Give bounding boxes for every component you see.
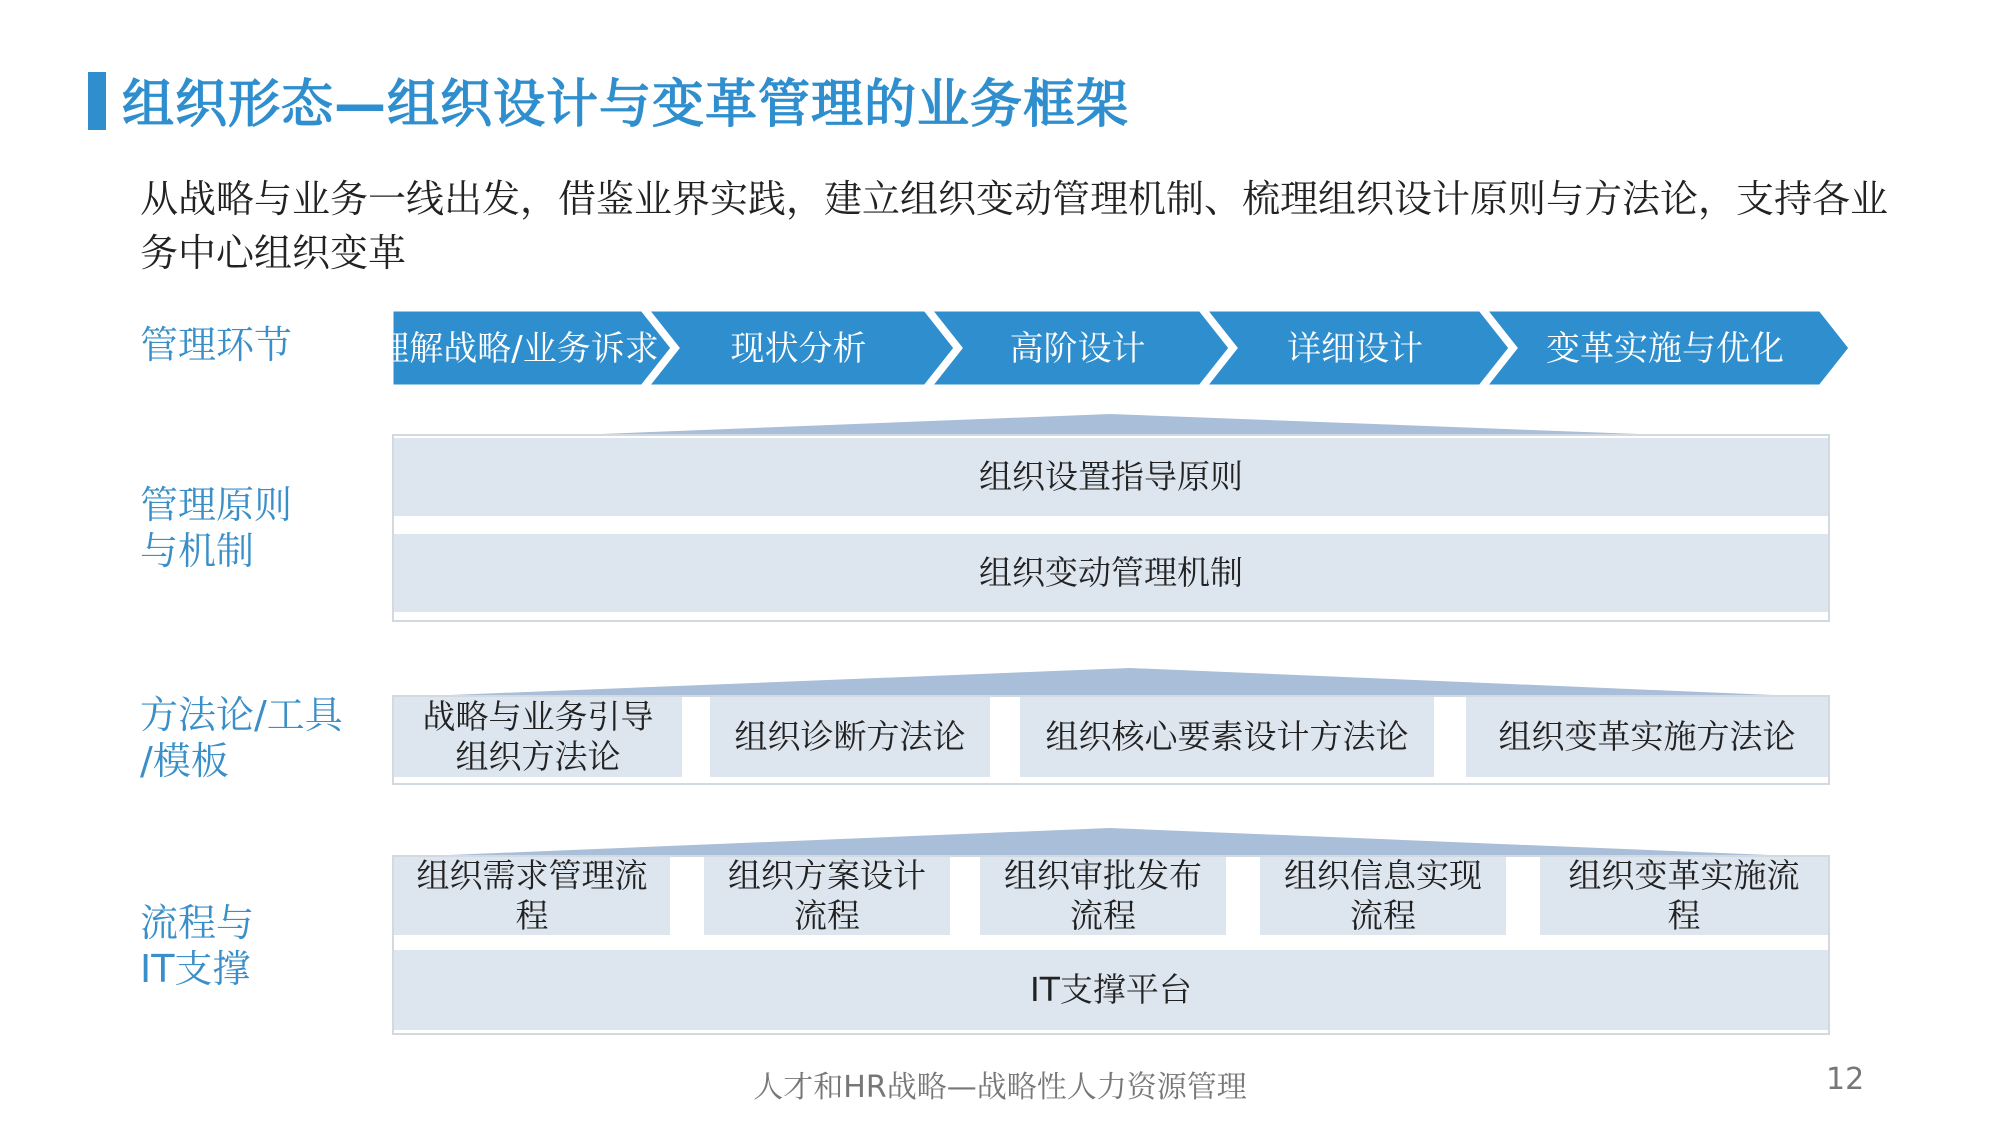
process-box-4: 组织信息实现 流程 xyxy=(1260,857,1506,935)
page-number: 12 xyxy=(1826,1062,1865,1097)
process-roof xyxy=(400,828,1820,857)
row-label-stages: 管理环节 xyxy=(140,323,293,367)
stage-label-1: 理解战略/业务诉求 xyxy=(375,329,659,369)
principles-roof xyxy=(550,414,1690,436)
row-label-methods: 方法论/工具 /模板 xyxy=(140,693,343,783)
method-box-4: 组织变革实施方法论 xyxy=(1466,697,1828,777)
page-title: 组织形态—组织设计与变革管理的业务框架 xyxy=(122,75,1130,135)
page-subtitle: 从战略与业务一线出发，借鉴业界实践，建立组织变动管理机制、梳理组织设计原则与方法论，支持各业务中心组织变革 xyxy=(140,177,1889,275)
stage-label-4: 详细设计 xyxy=(1287,329,1423,369)
stage-label-3: 高阶设计 xyxy=(1009,329,1146,369)
row-label-process: 流程与 IT支撑 xyxy=(140,901,255,991)
row-label-principles: 管理原则 与机制 xyxy=(140,483,293,573)
stage-label-2: 现状分析 xyxy=(730,329,867,369)
method-box-1: 战略与业务引导 组织方法论 xyxy=(394,697,682,777)
process-box-5: 组织变革实施流 程 xyxy=(1540,857,1828,935)
process-box-3: 组织审批发布 流程 xyxy=(980,857,1226,935)
stage-chevrons xyxy=(375,310,1850,386)
method-box-3: 组织核心要素设计方法论 xyxy=(1020,697,1434,777)
footer-text: 人才和HR战略—战略性人力资源管理 xyxy=(753,1070,1247,1105)
method-box-2: 组织诊断方法论 xyxy=(710,697,990,777)
it-platform-box: IT支撑平台 xyxy=(394,950,1828,1030)
principle-box-2: 组织变动管理机制 xyxy=(394,534,1828,612)
stage-label-5: 变革实施与优化 xyxy=(1546,329,1784,369)
process-box-2: 组织方案设计 流程 xyxy=(704,857,950,935)
principle-box-1: 组织设置指导原则 xyxy=(394,438,1828,516)
process-box-1: 组织需求管理流 程 xyxy=(394,857,670,935)
methods-roof xyxy=(400,668,1820,697)
